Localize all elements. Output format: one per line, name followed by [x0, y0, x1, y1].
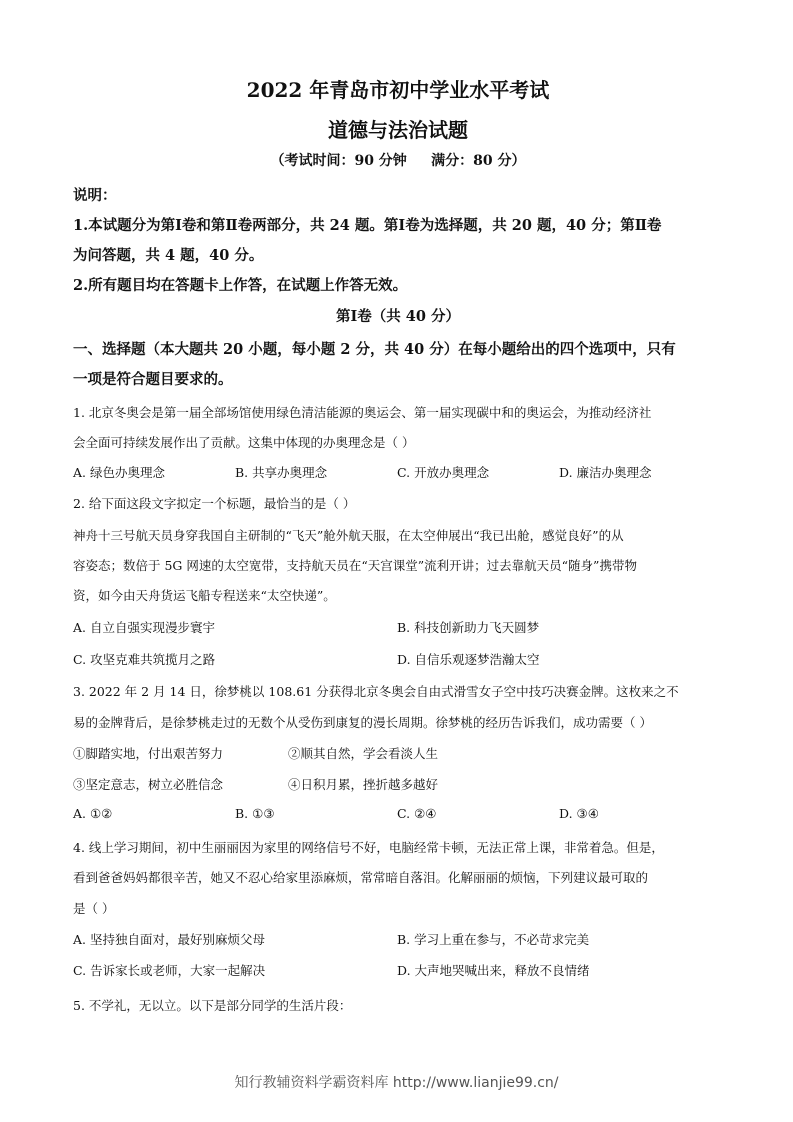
q3-statement-4: ④日积月累，挫折越多越好: [288, 777, 439, 792]
section-title: 第Ⅰ卷（共 40 分）: [335, 308, 461, 325]
q4-stem-line-1: 4. 线上学习期间，初中生丽丽因为家里的网络信号不好，电脑经常卡顿，无法正常上课，非常着急。但是，: [73, 840, 664, 855]
q3-option-d: D. ③④: [559, 806, 599, 821]
q1-stem-line-1: 1. 北京冬奥会是第一届全部场馆使用绿色清洁能源的奥运会、第一届实现碳中和的奥运会，为推动经济社: [73, 405, 652, 420]
q2-passage-line-3: 资，如今由天舟货运飞船专程送来“太空快递”。: [73, 588, 336, 603]
q2-passage-line-1: 神舟十三号航天员身穿我国自主研制的“飞天”舱外航天服，在太空伸展出“我已出舱，感觉良好”的从: [73, 528, 624, 543]
q4-stem-line-2: 看到爸爸妈妈都很辛苦，她又不忍心给家里添麻烦，常常暗自落泪。化解丽丽的烦恼，下列建议最可取的: [73, 870, 649, 885]
q2-option-d: D. 自信乐观逐梦浩瀚太空: [397, 652, 540, 667]
section-intro-line-1: 一、选择题（本大题共 20 小题，每小题 2 分，共 40 分）在每小题给出的四个选项中，只有: [73, 341, 676, 358]
exam-info: （考试时间：90 分钟 满分：80 分）: [270, 153, 526, 169]
q4-option-c: C. 告诉家长或老师，大家一起解决: [73, 963, 266, 978]
q3-option-a: A. ①②: [73, 806, 113, 821]
q3-option-b: B. ①③: [235, 806, 275, 821]
q1-option-a: A. 绿色办奥理念: [73, 465, 165, 480]
q3-stem-line-1: 3. 2022 年 2 月 14 日，徐梦桃以 108.61 分获得北京冬奥会自由式滑雪女子空中技巧决赛金牌。这枚来之不: [73, 684, 679, 699]
q1-option-c: C. 开放办奥理念: [397, 465, 490, 480]
footer-watermark: 知行教辅资料学霸资料库 http://www.lianjie99.cn/: [234, 1075, 559, 1091]
q3-statement-2: ②顺其自然，学会看淡人生: [288, 746, 439, 761]
q2-option-b: B. 科技创新助力飞天圆梦: [397, 620, 540, 635]
q1-option-b: B. 共享办奥理念: [235, 465, 328, 480]
q2-option-c: C. 攻坚克难共筑揽月之路: [73, 652, 216, 667]
q4-option-a: A. 坚持独自面对，最好别麻烦父母: [73, 932, 265, 947]
q3-statement-3: ③坚定意志，树立必胜信念: [73, 777, 224, 792]
q5-stem-line-1: 5. 不学礼，无以立。以下是部分同学的生活片段：: [73, 998, 352, 1013]
exam-title: 2022 年青岛市初中学业水平考试: [246, 78, 550, 102]
q4-option-d: D. 大声地哭喊出来，释放不良情绪: [397, 963, 590, 978]
instructions-heading: 说明：: [73, 187, 117, 204]
q3-statement-1: ①脚踏实地，付出艰苦努力: [73, 746, 224, 761]
subject-title: 道德与法治试题: [328, 118, 468, 142]
q3-stem-line-2: 易的金牌背后，是徐梦桃走过的无数个从受伤到康复的漫长周期。徐梦桃的经历告诉我们，成功需要（ ）: [73, 715, 652, 730]
q1-stem-line-2: 会全面可持续发展作出了贡献。这集中体现的办奥理念是（ ）: [73, 435, 415, 450]
q4-stem-line-3: 是（ ）: [73, 901, 115, 916]
q2-passage-line-2: 容姿态；数倍于 5G 网速的太空宽带，支持航天员在“天宫课堂”流利开讲；过去靠航天员“随身”携带物: [73, 558, 637, 573]
q2-option-a: A. 自立自强实现漫步寰宇: [73, 620, 215, 635]
instruction-2: 2.所有题目均在答题卡上作答，在试题上作答无效。: [73, 277, 408, 294]
q1-option-d: D. 廉洁办奥理念: [559, 465, 652, 480]
instruction-1-line-2: 为问答题，共 4 题，40 分。: [73, 247, 264, 264]
q4-option-b: B. 学习上重在参与，不必苛求完美: [397, 932, 590, 947]
instruction-1-line-1: 1.本试题分为第Ⅰ卷和第Ⅱ卷两部分，共 24 题。第Ⅰ卷为选择题，共 20 题，40 分；第Ⅱ卷: [73, 217, 662, 234]
q2-stem-line-1: 2. 给下面这段文字拟定一个标题，最恰当的是（ ）: [73, 496, 356, 511]
q3-option-c: C. ②④: [397, 806, 437, 821]
section-intro-line-2: 一项是符合题目要求的。: [73, 371, 233, 388]
